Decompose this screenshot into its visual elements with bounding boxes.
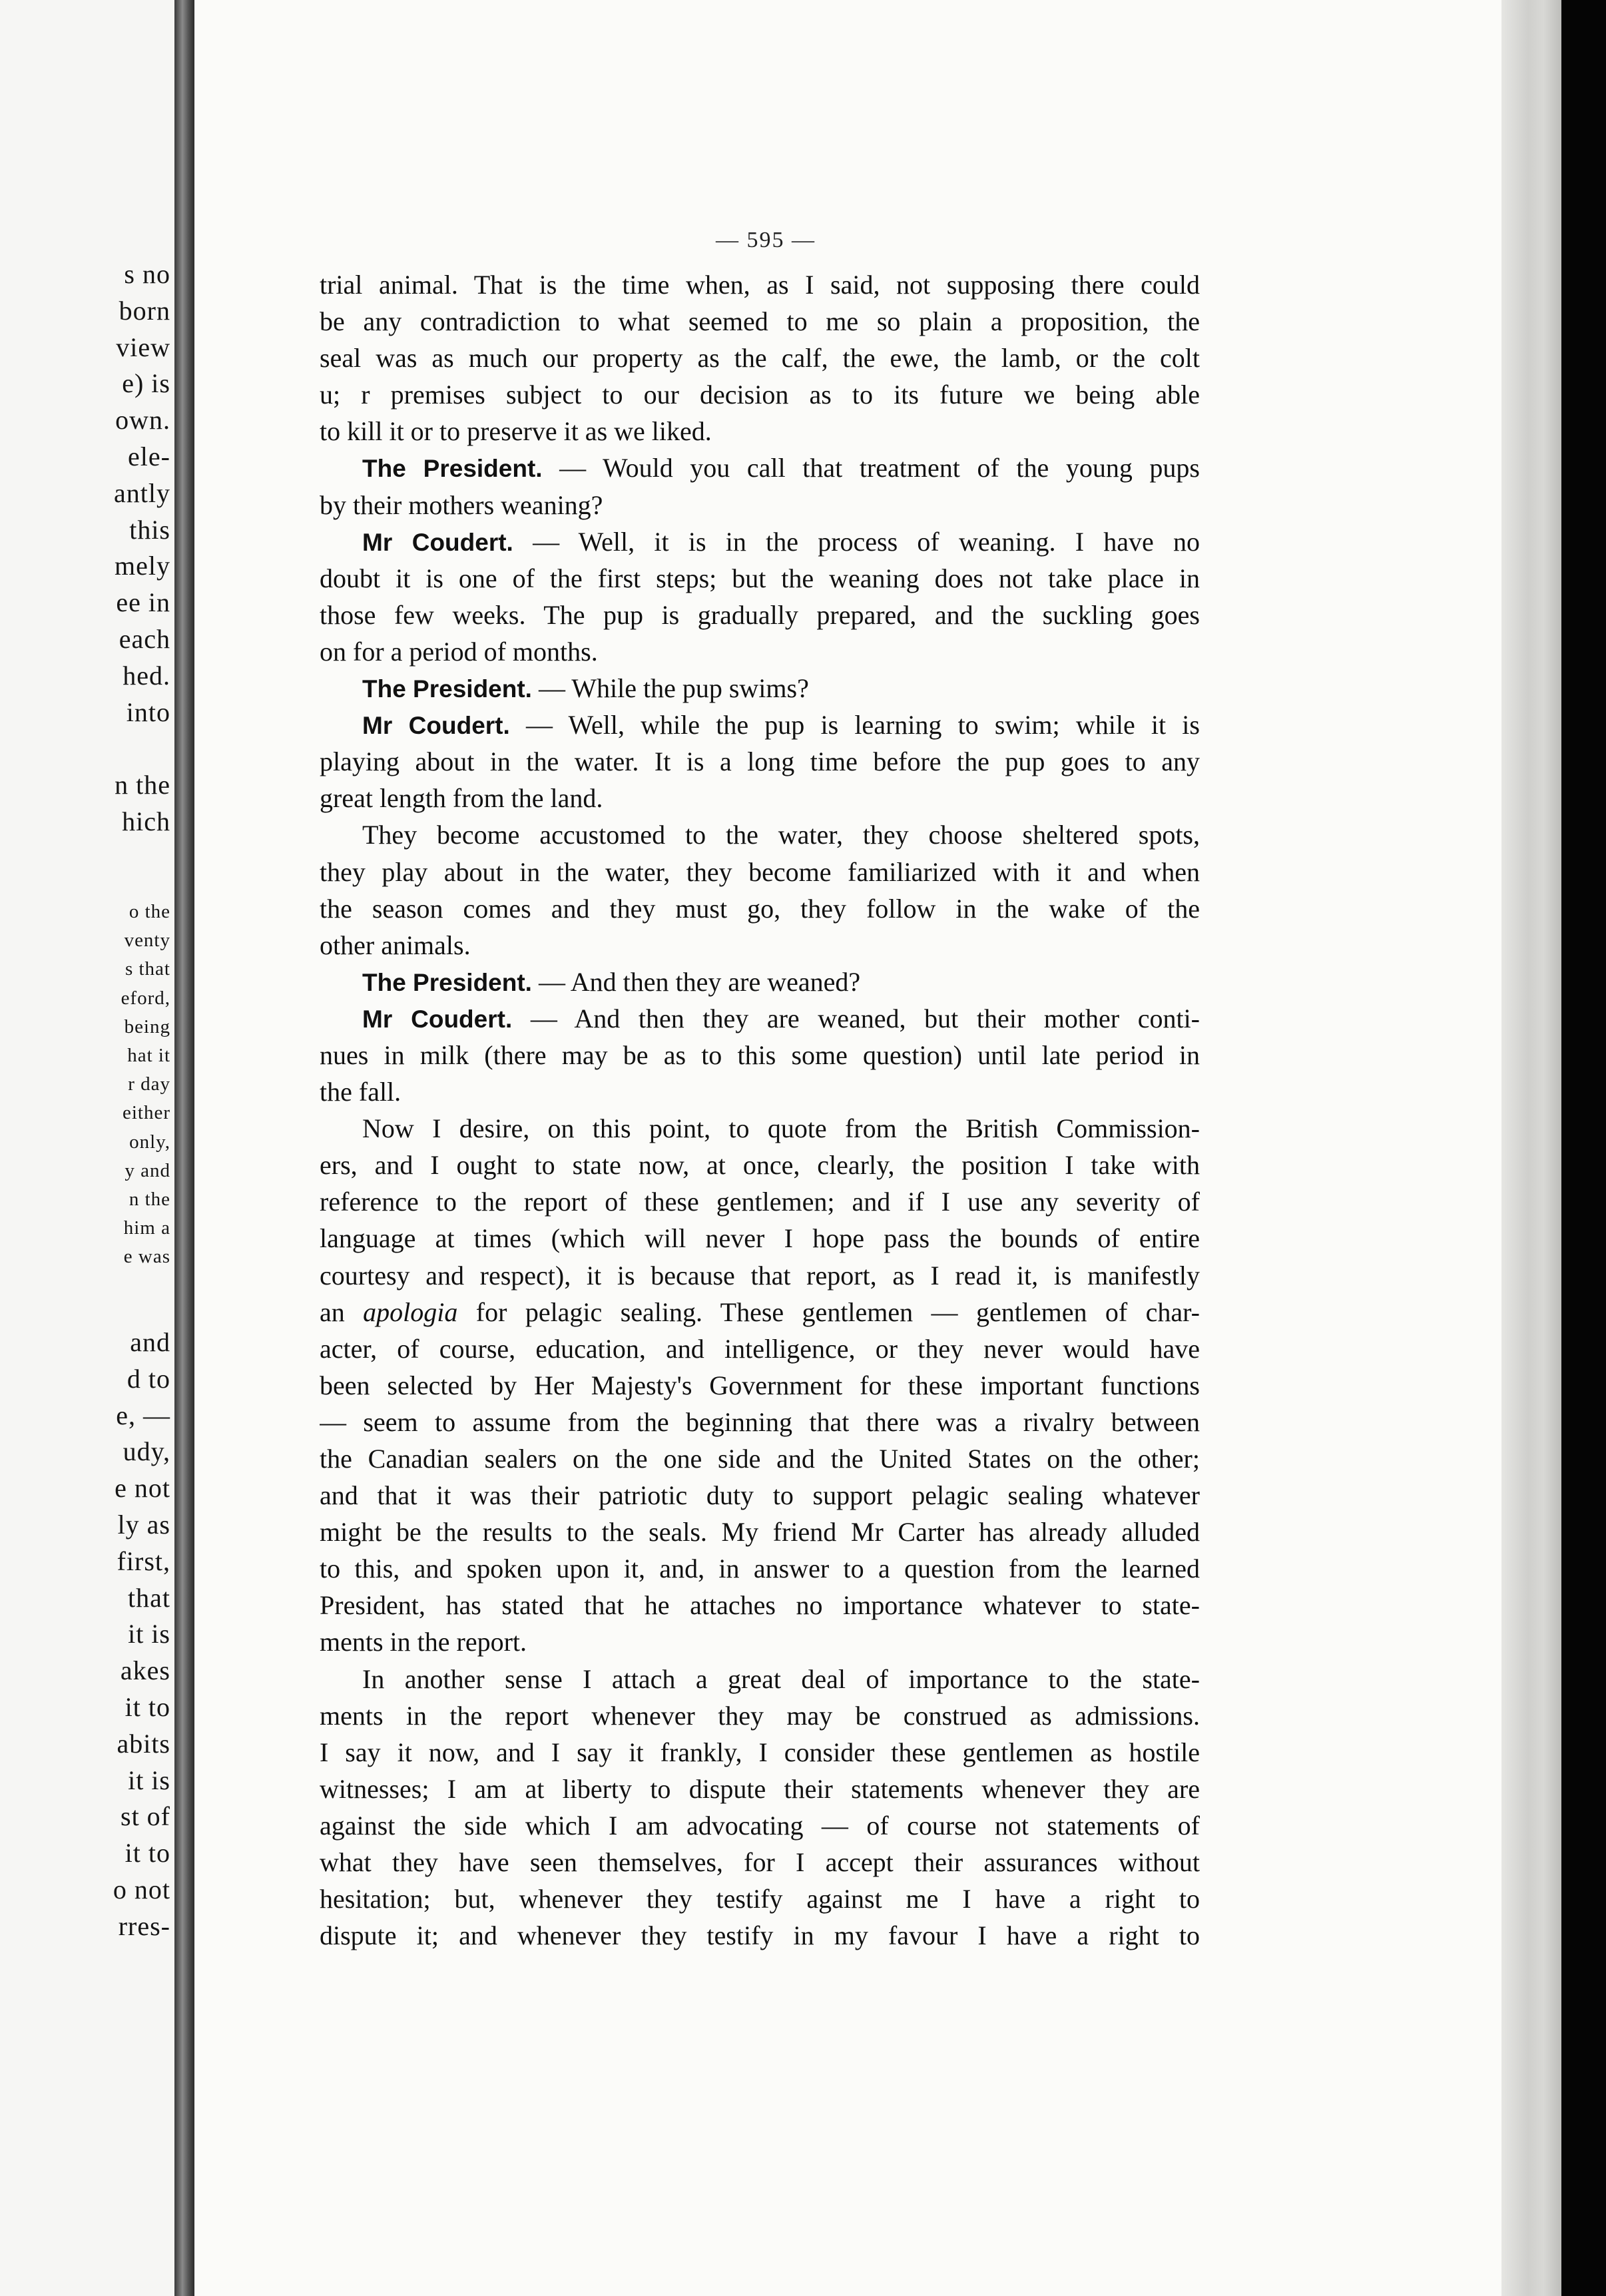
line-text: those few weeks. The pup is gradually prepared, and the suckling goes [320,599,1200,630]
left-fragment-line: o not [113,1874,170,1904]
book-gutter [174,0,194,2296]
left-fragment-line: this [129,514,170,545]
speaker-name: Mr Coudert. [362,1005,513,1033]
left-fragment-line: being [124,1015,170,1037]
text-line [320,633,1200,670]
text-line [320,376,1200,413]
line-text: to kill it or to preserve it as we liked. [320,416,712,447]
left-fragment-line: ly as [117,1510,170,1540]
text-line [320,1734,1200,1771]
text-line [320,670,1200,707]
line-text: doubt it is one of the first steps; but the weaning does not take place in [320,563,1200,593]
line-text: be any contradiction to what seemed to me so plain a proposition, the [320,306,1200,337]
left-fragment-line: eford, [121,987,170,1009]
line-text: and that it was their patriotic duty to support pelagic sealing whatever [320,1480,1200,1511]
line-text: In another sense I attach a great deal of importance to the state- [362,1663,1200,1694]
left-fragment-line: it to [125,1692,170,1722]
text-line [320,1330,1200,1367]
line-text: what they have seen themselves, for I accept their assurances without [320,1847,1200,1878]
line-text: the fall. [320,1077,402,1107]
text-line [320,1147,1200,1183]
left-fragment-line: only, [129,1131,170,1153]
page-number: — 595 — [716,228,816,252]
text-line [320,1367,1200,1404]
text-line [320,1073,1200,1110]
left-fragment-line: venty [124,930,170,952]
left-fragment-line: own. [115,405,170,435]
left-fragment-line: him a [123,1217,170,1239]
left-fragment-line: akes [120,1655,170,1686]
line-text: — Well, while the pup is learning to swim; while it is [509,710,1200,740]
line-text: they play about in the water, they become familiarized with it and when [320,856,1200,887]
left-fragment-line: s that [125,958,170,980]
text-line [320,890,1200,927]
text-line [320,780,1200,816]
text-line [320,854,1200,890]
left-fragment-line: abits [117,1728,170,1759]
text-line [320,1183,1200,1220]
left-fragment-line: born [119,295,170,326]
text-line [320,707,1200,743]
line-text: might be the results to the seals. My friend Mr Carter has already alluded [320,1517,1200,1548]
text-line [320,816,1200,853]
speaker-name: Mr Coudert. [362,712,510,740]
left-fragment-line: it is [128,1619,170,1649]
line-text: — And then they are weaned? [531,966,861,997]
line-text: reference to the report of these gentlemen; and if I use any severity of [320,1187,1200,1217]
line-text: the season comes and they must go, they follow in the wake of the [320,893,1200,924]
line-text: seal was as much our property as the calf, the ewe, the lamb, or the colt [320,343,1200,374]
text-line [320,1220,1200,1257]
text-line [320,340,1200,376]
text-line [320,1404,1200,1440]
line-text: great length from the land. [320,783,603,814]
left-fragment-line: s no [124,259,170,289]
left-fragment-line: o the [129,901,170,922]
line-text: to this, and spoken upon it, and, in answer to a question from the learned [320,1554,1200,1584]
line-text: acter, of course, education, and intelligence, or they never would have [320,1333,1200,1364]
left-fragment-line: d to [127,1363,170,1394]
text-line [320,560,1200,597]
line-text: courtesy and respect), it is because that report, as I read it, is manifestly [320,1260,1200,1291]
text-line [320,1771,1200,1807]
text-line [320,413,1200,449]
text-line [320,1917,1200,1954]
left-page-fragment [0,0,180,2296]
text-line [320,1037,1200,1073]
left-fragment-line: it to [125,1838,170,1868]
line-text: ments in the report whenever they may be construed as admissions. [320,1700,1200,1731]
left-fragment-line: e was [123,1246,170,1268]
left-fragment-line: first, [117,1546,170,1576]
left-fragment-line: e, — [116,1400,170,1430]
line-text: an [320,1296,364,1327]
text-line [320,964,1200,1000]
line-text: dispute it; and whenever they testify in my favour I have a right to [320,1920,1200,1951]
left-fragment-line: mely [115,551,170,581]
text-line [320,1110,1200,1147]
text-line [320,1477,1200,1514]
text-line [320,1844,1200,1880]
line-text: — And then they are weaned, but their mother conti- [512,1003,1200,1033]
left-fragment-line: hich [122,806,170,836]
line-text: the Canadian sealers on the one side and the United States on the other; [320,1444,1200,1474]
line-text: ments in the report. [320,1627,527,1657]
speaker-name: Mr Coudert. [362,528,513,556]
text-line [320,1807,1200,1844]
text-line [320,523,1200,560]
text-line [320,1697,1200,1734]
text-line [320,1550,1200,1587]
left-fragment-line: view [116,332,170,362]
left-fragment-line: y and [125,1159,170,1181]
left-fragment-line: r day [128,1073,170,1095]
line-text: — Well, it is in the process of weaning. I have no [513,526,1200,557]
line-text: by their mothers weaning? [320,489,603,520]
line-text: u; r premises subject to our decision as to its future we being able [320,380,1200,410]
body-text [320,266,1200,1954]
line-text: They become accustomed to the water, they choose sheltered spots, [362,820,1200,850]
left-fragment-line: n the [115,770,170,800]
left-fragment-line: into [126,697,170,727]
text-line [320,1514,1200,1550]
line-text: language at times (which will never I hope pass the bounds of entire [320,1223,1200,1254]
text-line [320,597,1200,633]
scan-border [1561,0,1606,2296]
line-text: ers, and I ought to state now, at once, clearly, the position I take with [320,1150,1200,1181]
left-fragment-line: each [119,624,170,654]
left-fragment-line: st of [121,1801,170,1832]
line-text: been selected by Her Majesty's Government for these important functions [320,1370,1200,1400]
left-fragment-line: hed. [123,660,170,691]
speaker-name: The President. [362,968,532,996]
text-line [320,1257,1200,1294]
left-fragment-line: ele- [128,441,170,471]
line-text: against the side which I am advocating — of course not statements of [320,1810,1200,1841]
page-edge [1501,0,1561,2296]
text-line [320,1440,1200,1477]
line-text: President, has stated that he attaches no importance whatever to state- [320,1590,1200,1621]
text-line [320,1623,1200,1660]
left-fragment-line: e) is [122,368,170,399]
text-line [320,1661,1200,1697]
speaker-name: The President. [362,675,532,703]
line-text: Now I desire, on this point, to quote from the British Commission- [362,1113,1200,1144]
line-text: playing about in the water. It is a long time before the pup goes to any [320,746,1200,777]
left-fragment-line: n the [129,1189,170,1210]
line-text: trial animal. That is the time when, as I said, not supposing there could [320,270,1200,300]
text-line [320,1294,1200,1330]
text-line [320,1880,1200,1917]
left-fragment-line: hat it [127,1045,170,1066]
line-text: — Would you call that treatment of the young pups [542,453,1200,483]
left-fragment-line: ee in [116,587,170,618]
text-line [320,1000,1200,1037]
text-line [320,266,1200,303]
line-text: on for a period of months. [320,636,598,667]
text-line [320,449,1200,486]
left-fragment-line: either [122,1102,170,1124]
line-text: — While the pup swims? [531,673,809,704]
text-line [320,487,1200,523]
text-line [320,743,1200,780]
left-fragment-line: and [130,1327,170,1357]
left-fragment-line: that [128,1582,170,1613]
text-line [320,1587,1200,1623]
text-line [320,303,1200,340]
line-text: nues in milk (there may be as to this some question) until late period in [320,1039,1200,1070]
speaker-name: The President. [362,455,543,483]
line-text: witnesses; I am at liberty to dispute their statements whenever they are [320,1773,1200,1804]
left-fragment-line: it is [128,1765,170,1795]
line-text: other animals. [320,930,471,960]
left-fragment-line: rres- [118,1910,170,1941]
left-fragment-line: e not [115,1473,170,1504]
line-text: — seem to assume from the beginning that there was a rivalry between [320,1406,1200,1437]
left-fragment-line: antly [114,477,170,508]
line-text: apologia [363,1296,458,1327]
text-line [320,927,1200,964]
line-text: for pelagic sealing. These gentlemen — gentlemen of char- [457,1296,1200,1327]
line-text: I say it now, and I say it frankly, I consider these gentlemen as hostile [320,1737,1200,1767]
line-text: hesitation; but, whenever they testify against me I have a right to [320,1884,1200,1914]
left-fragment-line: udy, [123,1436,170,1467]
